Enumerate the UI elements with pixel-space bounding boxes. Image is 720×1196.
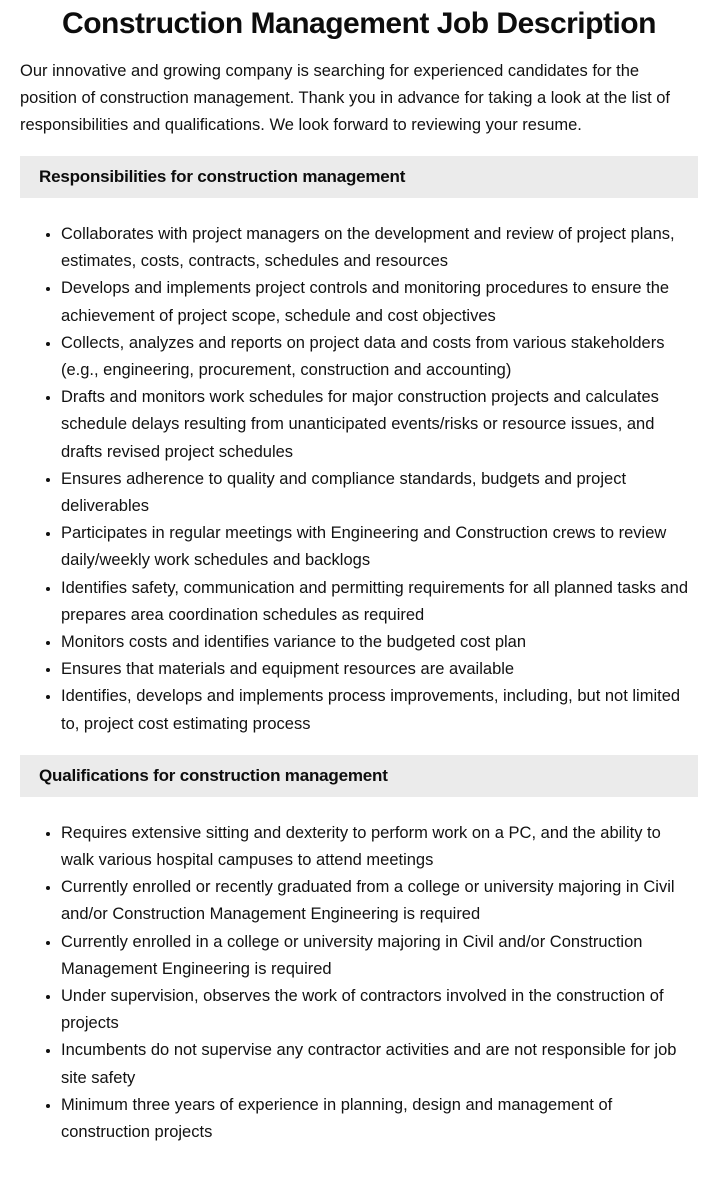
section-heading: Qualifications for construction management — [20, 755, 698, 797]
list-item: • Participates in regular meetings with Engineering and Construction crews to review daily/weekly work schedules and backlogs — [61, 520, 698, 574]
section-list — [20, 820, 698, 1146]
list-item: • Ensures adherence to quality and compliance standards, budgets and project deliverables — [61, 466, 698, 520]
list-item: • Minimum three years of experience in planning, design and management of construction projects — [61, 1092, 698, 1146]
list-item: • Requires extensive sitting and dexterity to perform work on a PC, and the ability to walk various hospital campuses to attend meetings — [61, 820, 698, 874]
section — [20, 156, 698, 738]
section-list — [20, 221, 698, 738]
list-item: • Ensures that materials and equipment resources are available — [61, 656, 698, 683]
intro-paragraph: Our innovative and growing company is searching for experienced candidates for the position of construction management. Thank you in advance for taking a look at the list of responsibilities and qualifications. We look forward to reviewing your resume. — [20, 62, 670, 134]
list-item: • Develops and implements project controls and monitoring procedures to ensure the achievement of project scope, schedule and cost objectives — [61, 275, 698, 329]
list-item: • Monitors costs and identifies variance to the budgeted cost plan — [61, 629, 698, 656]
section-heading: Responsibilities for construction management — [20, 156, 698, 198]
page-title: Construction Management Job Description — [62, 7, 656, 40]
job-description-document — [0, 4, 720, 1146]
list-item: • Identifies safety, communication and permitting requirements for all planned tasks and prepares area coordination schedules as required — [61, 575, 698, 629]
list-item: • Collaborates with project managers on the development and review of project plans, estimates, costs, contracts, schedules and resources — [61, 221, 698, 275]
sections-container — [20, 156, 698, 1146]
list-item: • Drafts and monitors work schedules for major construction projects and calculates schedule delays resulting from unanticipated events/risks or resource issues, and drafts revised project schedules — [61, 384, 698, 466]
list-item: • Currently enrolled in a college or university majoring in Civil and/or Construction Management Engineering is required — [61, 929, 698, 983]
list-item: • Identifies, develops and implements process improvements, including, but not limited to, project cost estimating process — [61, 683, 698, 737]
list-item: • Currently enrolled or recently graduated from a college or university majoring in Civil and/or Construction Management Engineering is required — [61, 874, 698, 928]
list-item: • Incumbents do not supervise any contractor activities and are not responsible for job site safety — [61, 1037, 698, 1091]
section — [20, 755, 698, 1146]
list-item: • Under supervision, observes the work of contractors involved in the construction of projects — [61, 983, 698, 1037]
list-item: • Collects, analyzes and reports on project data and costs from various stakeholders (e.g., engineering, procurement, construction and accounting) — [61, 330, 698, 384]
